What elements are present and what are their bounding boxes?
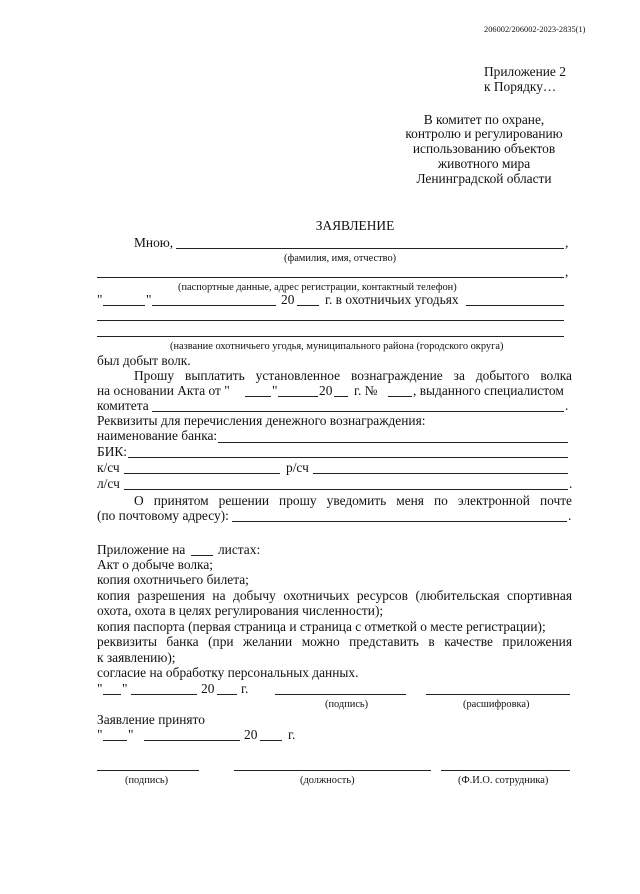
act-day-line[interactable] xyxy=(245,396,271,397)
attachment-item: Акт о добыче волка; xyxy=(97,557,213,572)
month-line[interactable] xyxy=(152,305,276,306)
notify-end: . xyxy=(568,508,572,523)
committee-end: . xyxy=(565,398,569,413)
employee-fio-line[interactable] xyxy=(441,770,570,771)
ks-line[interactable] xyxy=(124,473,280,474)
sign-quote-close: " xyxy=(122,681,128,696)
applicant-comma-2: , xyxy=(565,264,569,279)
act-number-line[interactable] xyxy=(388,396,412,397)
hint-decode: (расшифровка) xyxy=(463,699,530,710)
bank-name-line[interactable] xyxy=(218,442,568,443)
act-issued-text: , выданного специалистом xyxy=(413,383,564,398)
appendix-line-2: к Порядку… xyxy=(484,79,557,94)
attachments-heading-a: Приложение на xyxy=(97,542,186,557)
accepted-quote-close: " xyxy=(128,727,134,742)
act-month-line[interactable] xyxy=(278,396,318,397)
hint-employee-fio: (Ф.И.О. сотрудника) xyxy=(458,775,549,786)
attachment-item: охота, охота в целях регулирования численности); xyxy=(97,603,384,618)
sheets-count-line[interactable] xyxy=(191,555,213,556)
accepted-day-line[interactable] xyxy=(103,740,127,741)
act-quote-close: " xyxy=(272,383,278,398)
attachments-heading-b: листах: xyxy=(218,542,261,557)
email-line[interactable] xyxy=(232,521,567,522)
accepted-year-prefix: 20 xyxy=(244,727,258,742)
attachment-item: копия разрешения на добычу охотничьих ресурсов (любительская спортивная xyxy=(97,588,572,603)
addressee-line-4: животного мира xyxy=(437,156,531,171)
ks-label: к/сч xyxy=(97,460,120,475)
attachment-item: к заявлению); xyxy=(97,650,176,665)
sign-day-line[interactable] xyxy=(103,694,121,695)
applicant-prefix: Мною, xyxy=(134,235,174,250)
hint-passport: (паспортные данные, адрес регистрации, контактный телефон) xyxy=(178,282,457,293)
applicant-comma: , xyxy=(565,235,569,250)
rs-label: р/сч xyxy=(286,460,309,475)
quote-open: " xyxy=(97,292,103,307)
sign-year-prefix: 20 xyxy=(201,681,215,696)
addressee-line-3: использованию объектов xyxy=(412,141,556,156)
applicant-decode-line[interactable] xyxy=(426,694,570,695)
hint-area: (название охотничьего угодья, муниципального района (городского округа) xyxy=(170,341,504,352)
hint-employee-position: (должность) xyxy=(300,775,355,786)
ls-end: . xyxy=(569,476,573,491)
addressee-line-2: контролю и регулированию xyxy=(405,126,563,141)
grounds-line-1[interactable] xyxy=(466,305,564,306)
day-line[interactable] xyxy=(103,305,145,306)
act-year-prefix: 20 xyxy=(319,383,333,398)
specialist-line[interactable] xyxy=(152,411,564,412)
ls-label: л/сч xyxy=(97,476,120,491)
quote-close: " xyxy=(146,292,152,307)
employee-signature-line[interactable] xyxy=(97,770,199,771)
accepted-month-line[interactable] xyxy=(144,740,240,741)
bik-label: БИК: xyxy=(97,444,128,459)
ls-line[interactable] xyxy=(124,489,568,490)
accepted-quote-open: " xyxy=(97,727,103,742)
accepted-year-suffix: г. xyxy=(288,727,296,742)
sign-year-suffix: г. xyxy=(241,681,249,696)
sign-quote-open: " xyxy=(97,681,103,696)
committee-label: комитета xyxy=(97,398,149,413)
request-line-1: Прошу выплатить установленное вознаграждение за добытого волка xyxy=(134,368,572,383)
wolf-killed-text: был добыт волк. xyxy=(97,353,191,368)
attachment-item: согласие на обработку персональных данных. xyxy=(97,665,359,680)
hint-employee-signature: (подпись) xyxy=(125,775,169,786)
document-code: 206002/206002-2023-2835(1) xyxy=(484,25,586,34)
rs-line[interactable] xyxy=(313,473,568,474)
fio-line[interactable] xyxy=(176,248,564,249)
act-year-line[interactable] xyxy=(334,396,348,397)
document-title: ЗАЯВЛЕНИЕ xyxy=(315,218,395,233)
bik-line[interactable] xyxy=(128,457,568,458)
year-prefix: 20 xyxy=(281,292,295,307)
act-number-label: г. № xyxy=(354,383,378,398)
appendix-line-1: Приложение 2 xyxy=(484,64,566,79)
year-line[interactable] xyxy=(297,305,319,306)
attachment-item: реквизиты банка (при желании можно представить в качестве приложения xyxy=(97,634,572,649)
grounds-line-2[interactable] xyxy=(97,320,564,321)
hint-signature: (подпись) xyxy=(325,699,369,710)
addressee-line-5: Ленинградской области xyxy=(416,171,552,186)
attachment-item: копия охотничьего билета; xyxy=(97,572,249,587)
request-act-text: на основании Акта от " xyxy=(97,383,230,398)
sign-year-line[interactable] xyxy=(217,694,237,695)
hint-fio: (фамилия, имя, отчество) xyxy=(284,253,397,264)
sign-month-line[interactable] xyxy=(131,694,197,695)
attachment-item: копия паспорта (первая страница и страница с отметкой о месте регистрации); xyxy=(97,619,546,634)
applicant-signature-line[interactable] xyxy=(275,694,406,695)
addressee-line-1: В комитет по охране, xyxy=(423,112,545,127)
hunting-grounds-text: г. в охотничьих угодьях xyxy=(325,292,459,307)
bank-name-label: наименование банка: xyxy=(97,428,218,443)
bank-heading: Реквизиты для перечисления денежного вознаграждения: xyxy=(97,413,426,428)
notify-line-2: (по почтовому адресу): xyxy=(97,508,229,523)
employee-position-line[interactable] xyxy=(234,770,431,771)
notify-line-1: О принятом решении прошу уведомить меня по электронной почте xyxy=(134,493,572,508)
accepted-label: Заявление принято xyxy=(97,712,205,727)
accepted-year-line[interactable] xyxy=(260,740,282,741)
grounds-line-3[interactable] xyxy=(97,336,564,337)
passport-line[interactable] xyxy=(97,277,564,278)
